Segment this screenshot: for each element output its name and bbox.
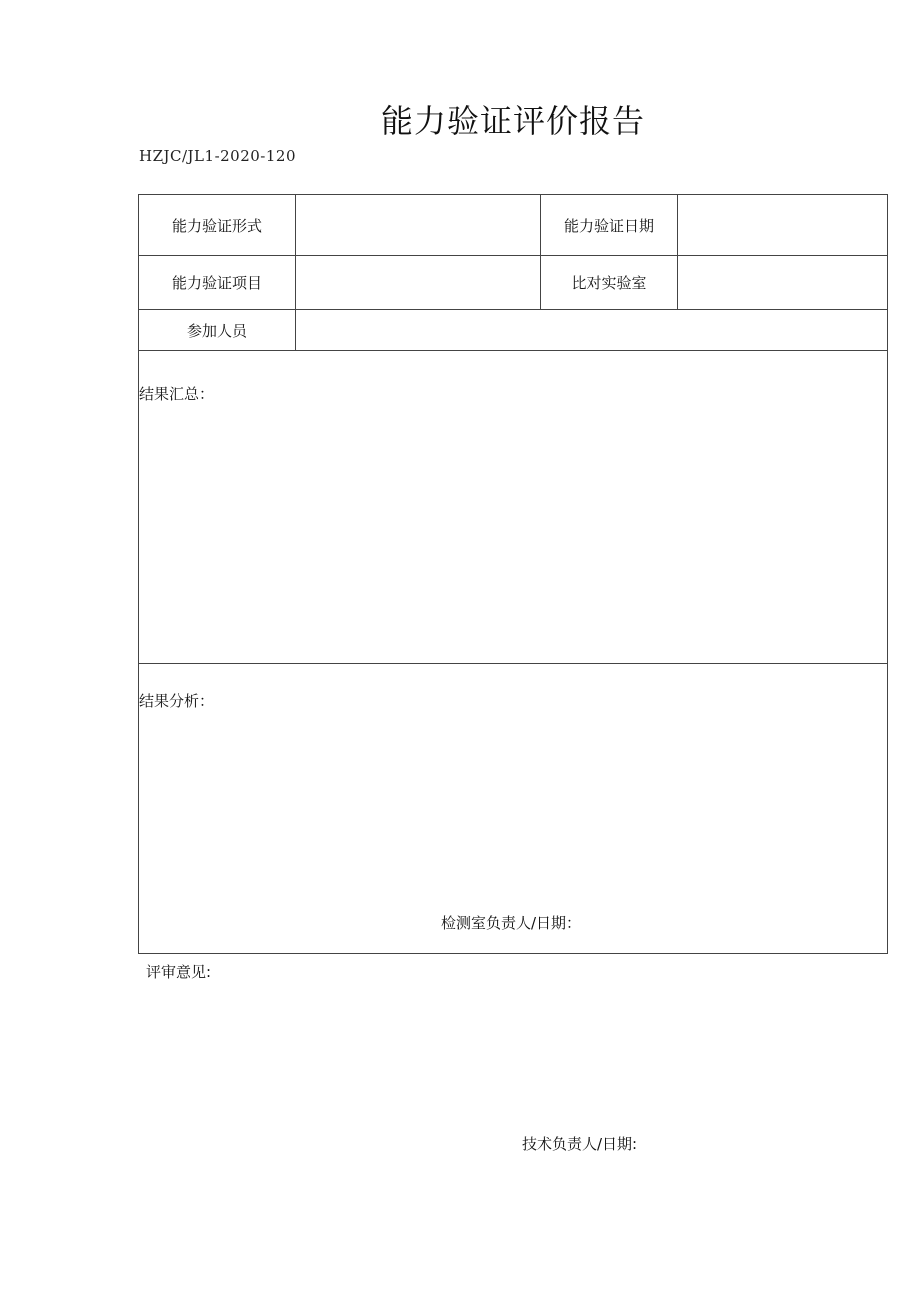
review-opinion-area[interactable] bbox=[146, 985, 886, 1125]
document-title: 能力验证评价报告 bbox=[380, 102, 645, 140]
row-divider bbox=[139, 350, 888, 351]
pt-form-field[interactable] bbox=[296, 195, 540, 255]
row-divider bbox=[139, 663, 888, 664]
pt-item-field[interactable] bbox=[296, 256, 540, 309]
lab-head-signature-label: 检测室负责人/日期： bbox=[441, 914, 582, 932]
pt-date-field[interactable] bbox=[678, 195, 888, 255]
compare-lab-label: 比对实验室 bbox=[571, 274, 647, 292]
pt-form-label: 能力验证形式 bbox=[171, 216, 262, 235]
document-code: HZJC/JL1-2020-120 bbox=[139, 147, 297, 165]
result-summary-label: 结果汇总： bbox=[139, 385, 215, 403]
participants-field[interactable] bbox=[296, 310, 888, 350]
result-analysis-label: 结果分析： bbox=[139, 692, 215, 710]
review-opinion-label: 评审意见: bbox=[146, 963, 212, 981]
pt-date-label: 能力验证日期 bbox=[563, 216, 654, 235]
participants-label: 参加人员 bbox=[186, 321, 247, 340]
compare-lab-field[interactable] bbox=[678, 256, 888, 309]
tech-head-signature-label: 技术负责人/日期: bbox=[522, 1135, 638, 1153]
result-analysis-area[interactable] bbox=[139, 715, 888, 905]
evaluation-form-table bbox=[138, 194, 888, 954]
pt-item-label: 能力验证项目 bbox=[171, 274, 262, 292]
result-summary-area[interactable] bbox=[139, 407, 888, 662]
